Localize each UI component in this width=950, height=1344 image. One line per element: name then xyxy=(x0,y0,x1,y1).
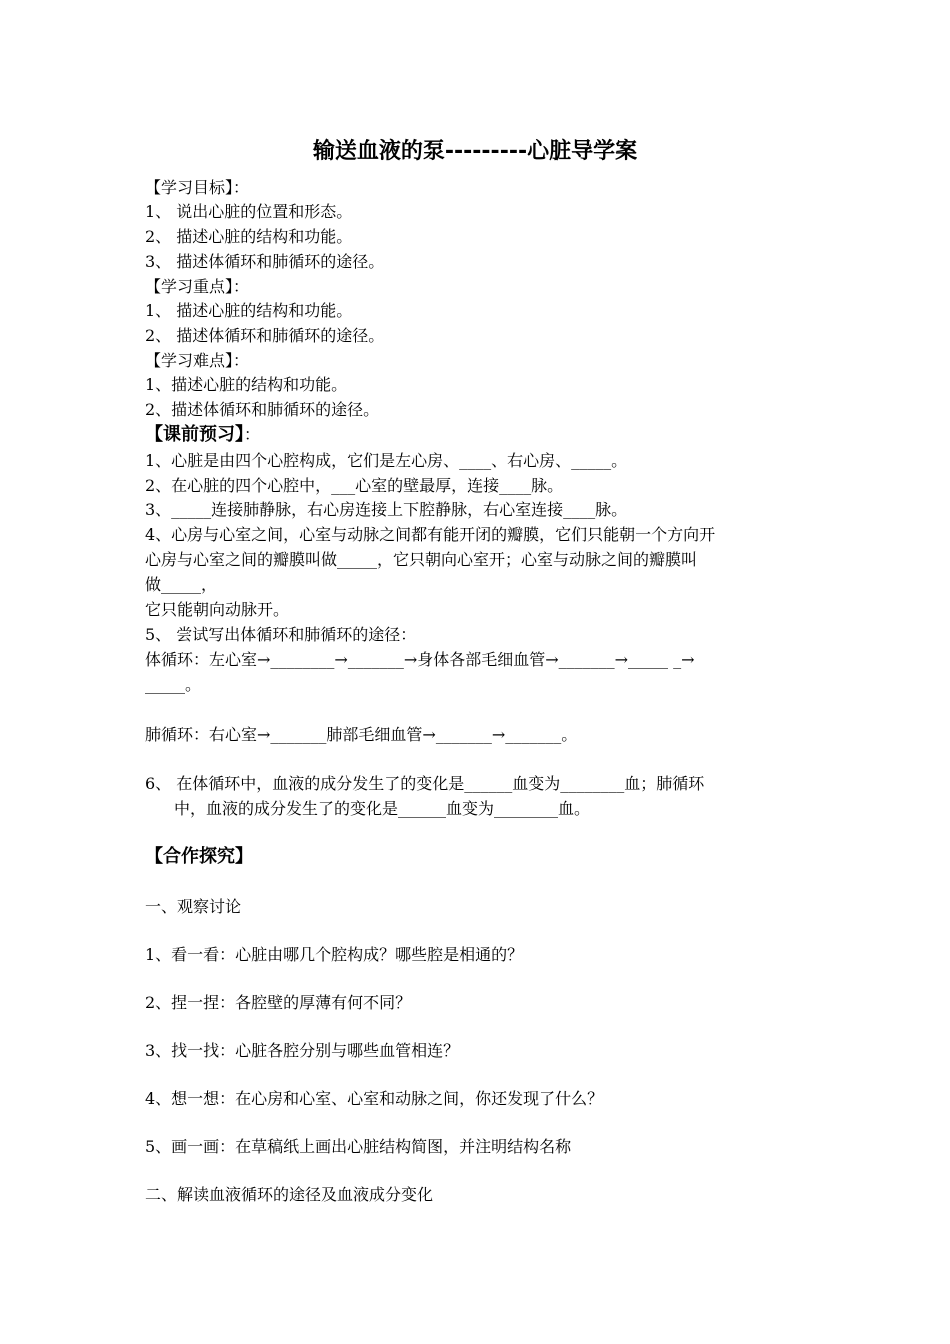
preview-question-6-cont: 中，血液的成分发生了的变化是______血变为________血。 xyxy=(174,799,591,818)
explore-item: 4、想一想：在心房和心室、心室和动脉之间，你还发现了什么？ xyxy=(145,1089,604,1108)
preview-question-4: 4、心房与心室之间，心室与动脉之间都有能开闭的瓣膜，它们只能朝一个方向开 xyxy=(145,525,716,544)
explore-item: 3、找一找：心脏各腔分别与哪些血管相连？ xyxy=(145,1041,460,1060)
objective-item: 3、 描述体循环和肺循环的途径。 xyxy=(145,252,385,271)
explore-item: 1、看一看：心脏由哪几个腔构成？哪些腔是相通的？ xyxy=(145,945,524,964)
preview-question-4-cont: 做_____， xyxy=(145,575,218,594)
pulmonary-circulation-line: 肺循环：右心室→_______肺部毛细血管→_______→_______。 xyxy=(145,725,578,744)
key-points-heading: 【学习重点】： xyxy=(145,277,250,296)
explore-section-1: 一、观察讨论 xyxy=(145,897,242,916)
preview-heading-suffix: ： xyxy=(244,425,261,444)
preview-heading-line xyxy=(145,423,810,447)
preview-question-2: 2、在心脏的四个心腔中，___心室的壁最厚，连接____脉。 xyxy=(145,476,564,495)
preview-question-4-cont: 它只能朝向动脉开。 xyxy=(145,600,290,619)
preview-question-5: 5、 尝试写出体循环和肺循环的途径： xyxy=(145,625,417,644)
difficulties-heading: 【学习难点】： xyxy=(145,351,250,370)
objective-item: 1、 说出心脏的位置和形态。 xyxy=(145,202,353,221)
preview-question-6: 6、 在体循环中，血液的成分发生了的变化是______血变为________血；肺循环 xyxy=(145,774,705,793)
preview-heading: 【课前预习】 xyxy=(145,424,244,445)
explore-section-2: 二、解读血液循环的途径及血液成分变化 xyxy=(145,1185,434,1204)
difficulty-item: 1、描述心脏的结构和功能。 xyxy=(145,375,348,394)
document-title: 输送血液的泵---------心脏导学案 xyxy=(312,139,638,164)
objectives-heading: 【学习目标】： xyxy=(145,178,250,197)
difficulty-item: 2、描述体循环和肺循环的途径。 xyxy=(145,400,380,419)
preview-question-3: 3、_____连接肺静脉，右心房连接上下腔静脉，右心室连接____脉。 xyxy=(145,500,628,519)
explore-item: 5、画一画：在草稿纸上画出心脏结构简图，并注明结构名称 xyxy=(145,1137,572,1156)
objective-item: 2、 描述心脏的结构和功能。 xyxy=(145,227,353,246)
preview-question-4-cont: 心房与心室之间的瓣膜叫做_____，它只朝向心室开；心室与动脉之间的瓣膜叫 xyxy=(145,550,698,569)
preview-question-1: 1、心脏是由四个心腔构成，它们是左心房、____、右心房、_____。 xyxy=(145,451,628,470)
systemic-circulation-line: 体循环：左心室→________→_______→身体各部毛细血管→_______→_____ _→ xyxy=(145,650,695,669)
explore-heading: 【合作探究】 xyxy=(145,846,253,867)
key-point-item: 1、 描述心脏的结构和功能。 xyxy=(145,301,353,320)
explore-item: 2、捏一捏：各腔壁的厚薄有何不同？ xyxy=(145,993,412,1012)
key-point-item: 2、 描述体循环和肺循环的途径。 xyxy=(145,326,385,345)
systemic-circulation-line-cont: _____。 xyxy=(145,675,202,694)
